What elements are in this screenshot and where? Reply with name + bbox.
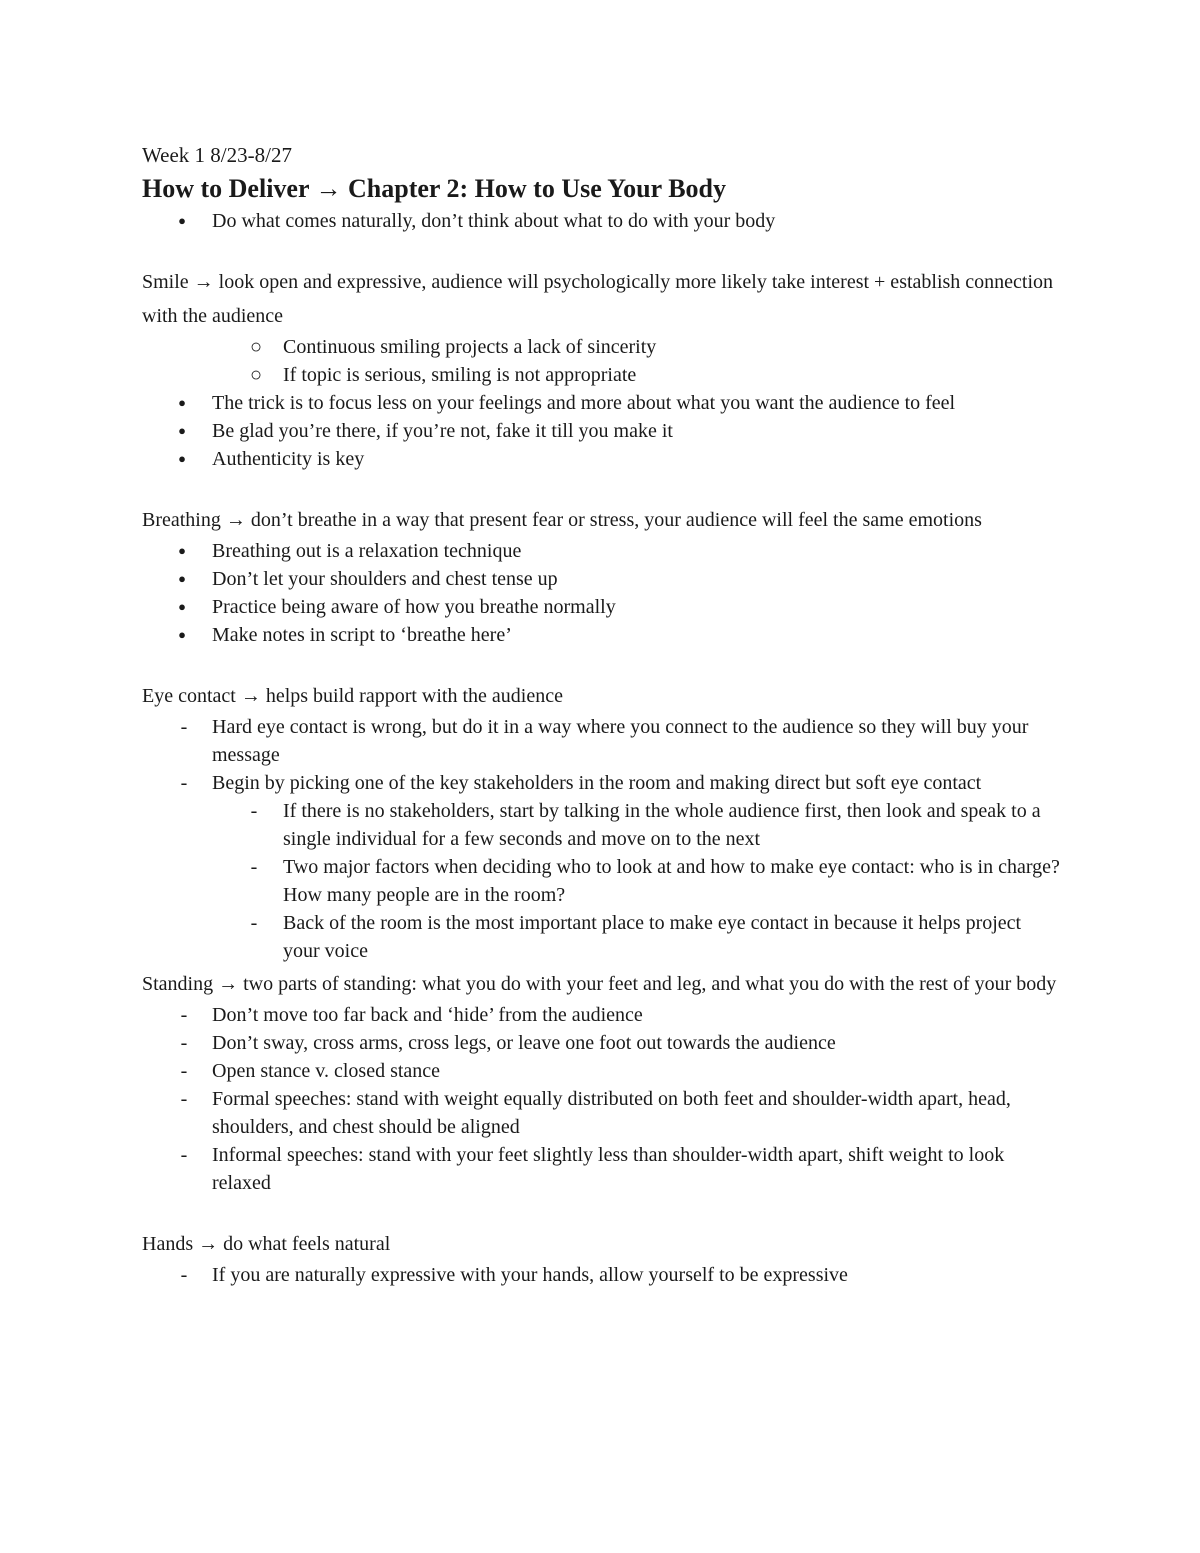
dash-bullet-icon: - (250, 800, 258, 822)
list-item: - Formal speeches: stand with weight equally distributed on both feet and shoulder-width apart, head, shoulders, and chest should be aligned (142, 1085, 1062, 1141)
list-item: - Informal speeches: stand with your feet slightly less than shoulder-width apart, shift weight to look relaxed (142, 1141, 1062, 1197)
list-item: ● Practice being aware of how you breathe normally (142, 593, 1062, 621)
section-heading-eye-contact: Eye contact → helps build rapport with the audience (142, 685, 563, 707)
bullet-icon: ● (178, 543, 186, 558)
dash-bullet-icon: - (180, 1032, 188, 1054)
circle-bullet-icon: ○ (249, 364, 263, 386)
list-item: ● Make notes in script to ‘breathe here’ (142, 621, 1062, 649)
list-item: - If you are naturally expressive with your hands, allow yourself to be expressive (142, 1261, 1062, 1289)
list-item: - Open stance v. closed stance (142, 1057, 1062, 1085)
circle-bullet-icon: ○ (249, 336, 263, 358)
list-item: ○ Continuous smiling projects a lack of sincerity (142, 333, 1062, 361)
list-item: - Don’t sway, cross arms, cross legs, or leave one foot out towards the audience (142, 1029, 1062, 1057)
bullet-icon: ● (178, 213, 186, 228)
bullet-icon: ● (178, 423, 186, 438)
dash-bullet-icon: - (180, 716, 188, 738)
bullet-icon: ● (178, 627, 186, 642)
section-heading-standing: Standing → two parts of standing: what you do with your feet and leg, and what you do with the rest of your body (142, 973, 1057, 995)
dash-bullet-icon: - (250, 856, 258, 878)
list-item: - Begin by picking one of the key stakeholders in the room and making direct but soft eye contact (142, 769, 1062, 797)
list-item: ● Be glad you’re there, if you’re not, fake it till you make it (142, 417, 1062, 445)
list-item: ● Authenticity is key (142, 445, 1062, 473)
dash-bullet-icon: - (180, 1144, 188, 1166)
list-item: - Hard eye contact is wrong, but do it in a way where you connect to the audience so they will buy your message (142, 713, 1062, 769)
list-item: ● Breathing out is a relaxation technique (142, 537, 1062, 565)
bullet-icon: ● (178, 451, 186, 466)
dash-bullet-icon: - (180, 1060, 188, 1082)
list-item: ● The trick is to focus less on your feelings and more about what you want the audience to feel (142, 389, 1062, 417)
intro-list (142, 207, 1062, 235)
eye-contact-list (142, 713, 1062, 965)
list-item: - Two major factors when deciding who to look at and how to make eye contact: who is in charge? How many people are in the room? (142, 853, 1062, 909)
dash-bullet-icon: - (180, 1004, 188, 1026)
smile-list (142, 333, 1062, 473)
dash-bullet-icon: - (180, 772, 188, 794)
section-heading-hands: Hands → do what feels natural (142, 1233, 391, 1255)
breathing-list (142, 537, 1062, 649)
bullet-icon: ● (178, 395, 186, 410)
dash-bullet-icon: - (180, 1264, 188, 1286)
dash-bullet-icon: - (180, 1088, 188, 1110)
standing-list (142, 1001, 1062, 1197)
section-heading-breathing: Breathing → don’t breathe in a way that present fear or stress, your audience will feel the same emotions (142, 509, 982, 531)
list-item: ● Do what comes naturally, don’t think about what to do with your body (142, 207, 1062, 235)
bullet-icon: ● (178, 599, 186, 614)
section-heading-smile: Smile → look open and expressive, audience will psychologically more likely take interest + establish connection with the audience (142, 271, 1054, 327)
list-item: - Back of the room is the most important place to make eye contact in because it helps project your voice (142, 909, 1062, 965)
document-body (142, 141, 1062, 1289)
hands-list (142, 1261, 1062, 1289)
list-item: - Don’t move too far back and ‘hide’ from the audience (142, 1001, 1062, 1029)
bullet-icon: ● (178, 571, 186, 586)
list-item: ○ If topic is serious, smiling is not appropriate (142, 361, 1062, 389)
page-title: How to Deliver → Chapter 2: How to Use Your Body (142, 174, 727, 203)
list-item: ● Don’t let your shoulders and chest tense up (142, 565, 1062, 593)
list-item: - If there is no stakeholders, start by talking in the whole audience first, then look and speak to a single individual for a few seconds and move on to the next (142, 797, 1062, 853)
week-line: Week 1 8/23-8/27 (142, 143, 292, 167)
dash-bullet-icon: - (250, 912, 258, 934)
